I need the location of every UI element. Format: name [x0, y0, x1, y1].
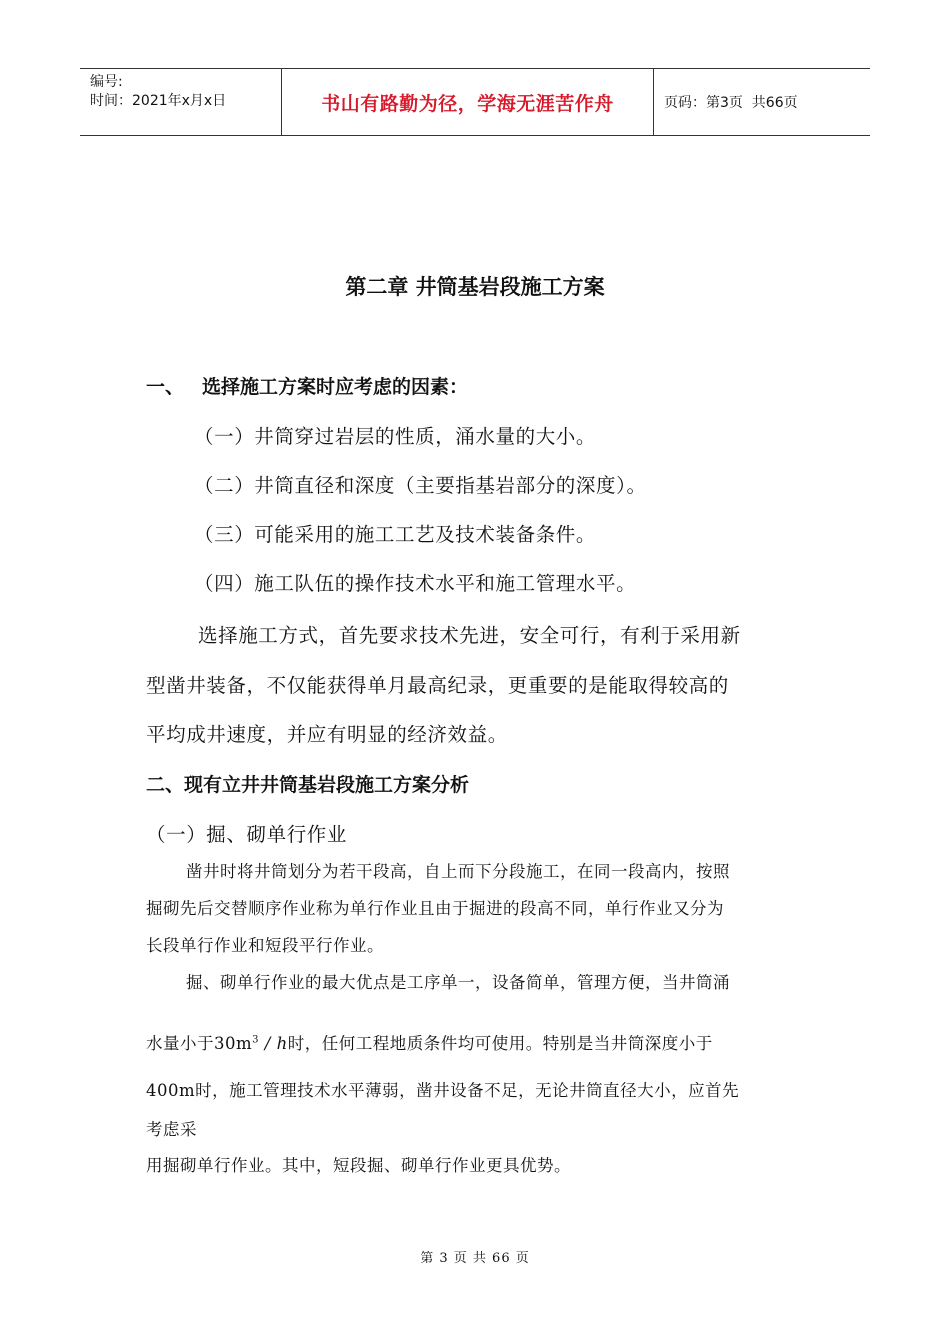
section2-para2-line-2 — [146, 1030, 713, 1054]
page-info: 页码：第3页 共66页 — [664, 95, 798, 111]
formula-superscript: 3 — [252, 1034, 260, 1046]
section2-para2-line-5: 用掘砌单行作业。其中，短段掘、砌单行作业更具优势。 — [146, 1156, 571, 1175]
section2-para2-line-3: 400m时，施工管理技术水平薄弱，凿井设备不足，无论井筒直径大小，应首先 — [146, 1081, 740, 1100]
flow-rate-formula — [214, 1034, 288, 1053]
section2-sub-heading: （一）掘、砌单行作业 — [146, 823, 348, 846]
section1-paragraph-line-1: 选择施工方式，首先要求技术先进，安全可行，有利于采用新 — [198, 624, 741, 647]
section2-heading: 二、现有立井井筒基岩段施工方案分析 — [146, 774, 470, 796]
section2-para2-line-4: 考虑采 — [146, 1120, 197, 1139]
header-page-cell — [654, 69, 870, 135]
section1-heading-number: 一、 — [146, 376, 185, 398]
page-footer: 第 3 页 共 66 页 — [420, 1251, 530, 1266]
header-meta-cell — [80, 69, 282, 135]
section1-item-2: （二）井筒直径和深度（主要指基岩部分的深度）。 — [194, 474, 647, 497]
section1-heading: 选择施工方案时应考虑的因素： — [202, 376, 469, 398]
section1-item-3: （三）可能采用的施工工艺及技术装备条件。 — [194, 523, 597, 546]
formula-tail: / h — [259, 1034, 288, 1053]
formula-base: 30m — [214, 1034, 253, 1053]
para2-line2-pre: 水量小于 — [146, 1034, 214, 1053]
section2-para1-line-1: 凿井时将井筒划分为若干段高，自上而下分段施工，在同一段高内，按照 — [186, 862, 730, 881]
motto: 书山有路勤为径，学海无涯苦作舟 — [321, 92, 614, 115]
header-motto-cell — [282, 69, 654, 135]
chapter-title: 第二章 井筒基岩段施工方案 — [345, 275, 605, 299]
section1-item-1: （一）井筒穿过岩层的性质，涌水量的大小。 — [194, 425, 597, 448]
section2-para1-line-3: 长段单行作业和短段平行作业。 — [146, 936, 384, 955]
section2-para2-line-1: 掘、砌单行作业的最大优点是工序单一，设备简单，管理方便，当井筒涌 — [186, 973, 730, 992]
section1-paragraph-line-2: 型凿井装备，不仅能获得单月最高纪录，更重要的是能取得较高的 — [146, 674, 729, 697]
number-label: 编号: — [90, 74, 123, 90]
para2-line2-post: 时，任何工程地质条件均可使用。特别是当井筒深度小于 — [287, 1034, 713, 1053]
section1-paragraph-line-3: 平均成井速度，并应有明显的经济效益。 — [146, 723, 508, 746]
section2-para1-line-2: 掘砌先后交替顺序作业称为单行作业且由于掘进的段高不同，单行作业又分为 — [146, 899, 724, 918]
section1-item-4: （四）施工队伍的操作技术水平和施工管理水平。 — [194, 572, 637, 595]
time-label: 时间：2021年x月x日 — [90, 93, 227, 109]
page-header — [80, 68, 870, 136]
